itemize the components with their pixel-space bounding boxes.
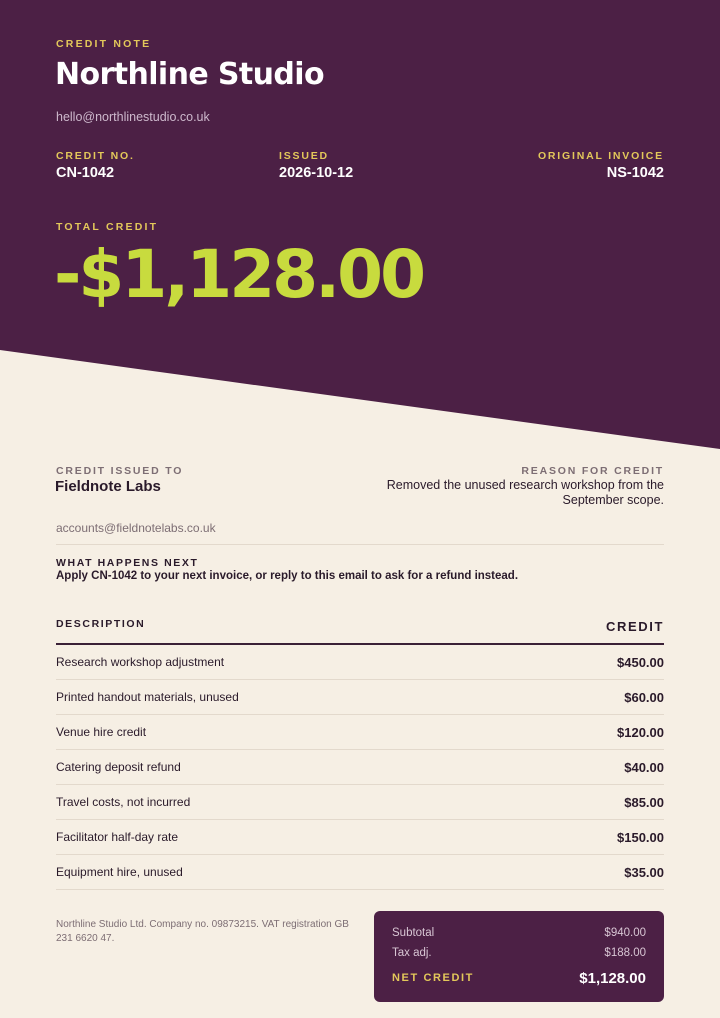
item-amount: $60.00 — [624, 690, 664, 705]
table-row — [56, 750, 664, 785]
item-amount: $40.00 — [624, 760, 664, 775]
credit-number-value: CN-1042 — [56, 165, 115, 181]
item-amount: $150.00 — [617, 830, 664, 845]
issued-date-value: 2026-10-12 — [279, 165, 354, 181]
summary-box — [374, 911, 664, 1002]
net-credit-label: NET CREDIT — [392, 972, 474, 984]
recipient-name: Fieldnote Labs — [55, 478, 161, 495]
next-steps-text: Apply CN-1042 to your next invoice, or reply to this email to ask for a refund instead. — [56, 570, 519, 582]
table-row — [56, 715, 664, 750]
recipient-email[interactable]: accounts@fieldnotelabs.co.uk — [56, 521, 216, 535]
item-amount: $450.00 — [617, 655, 664, 670]
line-items-table — [56, 645, 664, 890]
item-description: Facilitator half-day rate — [56, 830, 179, 844]
item-amount: $35.00 — [624, 865, 664, 880]
section-divider — [56, 544, 664, 545]
document-type-label: CREDIT NOTE — [56, 38, 152, 50]
net-credit-value: $1,128.00 — [579, 970, 646, 987]
sender-email[interactable]: hello@northlinestudio.co.uk — [56, 110, 210, 124]
item-description: Venue hire credit — [56, 725, 147, 739]
item-amount: $120.00 — [617, 725, 664, 740]
total-credit-label: TOTAL CREDIT — [56, 221, 159, 233]
table-row — [56, 785, 664, 820]
original-invoice-label: ORIGINAL INVOICE — [537, 150, 664, 162]
item-amount: $85.00 — [624, 795, 664, 810]
next-steps-label: WHAT HAPPENS NEXT — [56, 557, 199, 569]
column-header-credit: CREDIT — [606, 619, 664, 634]
table-row — [56, 855, 664, 890]
table-row — [56, 645, 664, 680]
issued-date-label: ISSUED — [279, 150, 329, 162]
tax-adjustment-value: $188.00 — [604, 947, 646, 959]
subtotal-label: Subtotal — [392, 927, 435, 939]
reason-text: Removed the unused research workshop from the September scope. — [386, 478, 664, 507]
tax-adjustment-label: Tax adj. — [392, 947, 432, 959]
original-invoice-value: NS-1042 — [606, 165, 664, 181]
brand-name: Northline Studio — [55, 57, 324, 92]
table-row — [56, 820, 664, 855]
reason-label: REASON FOR CREDIT — [521, 465, 664, 477]
total-credit-amount: -$1,128.00 — [54, 236, 423, 313]
table-row — [56, 680, 664, 715]
item-description: Printed handout materials, unused — [56, 690, 239, 704]
company-registration-note: Northline Studio Ltd. Company no. 09873215. VAT registration GB 231 6620 47. — [56, 919, 349, 944]
subtotal-value: $940.00 — [604, 927, 646, 939]
item-description: Catering deposit refund — [56, 760, 181, 774]
column-header-description: DESCRIPTION — [56, 618, 146, 630]
item-description: Research workshop adjustment — [56, 655, 225, 669]
credit-number-label: CREDIT NO. — [56, 150, 135, 162]
recipient-label: CREDIT ISSUED TO — [56, 465, 184, 477]
item-description: Travel costs, not incurred — [56, 795, 191, 809]
item-description: Equipment hire, unused — [56, 865, 183, 879]
